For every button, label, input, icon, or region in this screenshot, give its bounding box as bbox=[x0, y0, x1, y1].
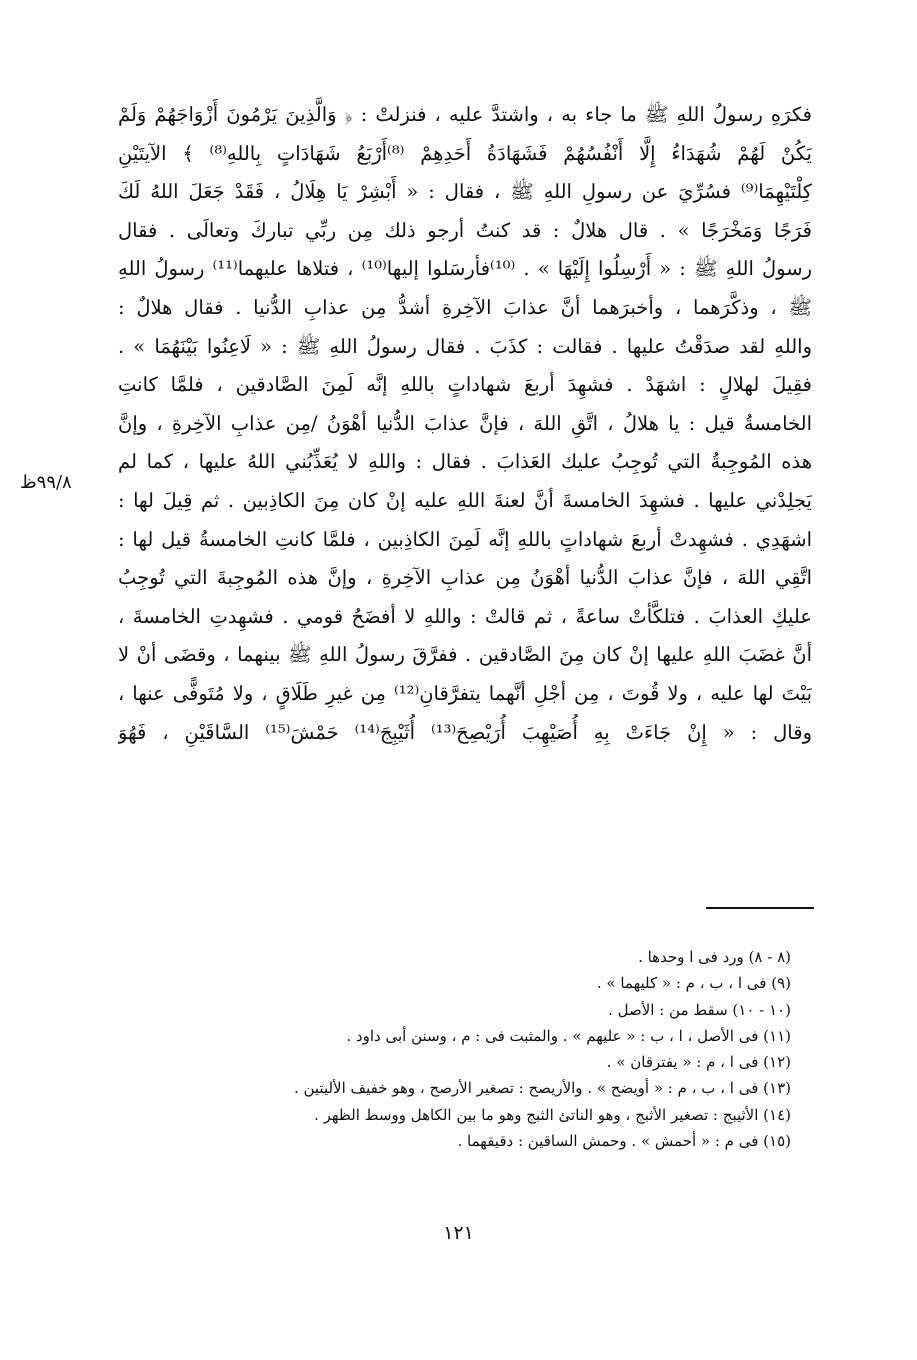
main-text-block bbox=[118, 96, 812, 752]
footnote: (١٠ - ١٠) سقط من : الأصل . bbox=[608, 1000, 791, 1019]
footnotes-block bbox=[171, 944, 791, 1154]
main-text-line: يَكُنْ لَهُمْ شُهَدَاءُ إِلَّا أَنْفُسُهُمْ فَشَهَادَةُ أَحَدِهِمْ ⁽⁸⁾أَرْبَعُ شَهَادَاتٍ بِاللهِ⁽⁸⁾ ﴾ الآيتَيْنِ bbox=[118, 141, 812, 165]
footnote: (٨ - ٨) ورد فى ا وحدها . bbox=[638, 948, 791, 966]
footnote: (١٥) فى م : « أحمش » . وحمش الساقين : دقيقهما . bbox=[457, 1132, 791, 1151]
main-text-line: فقِيلَ لهلالٍ : اشهَدْ . فشهِدَ أربعَ شهاداتٍ باللهِ إنَّه لَمِنَ الصَّادقين ، فلمَّا كانتِ bbox=[118, 373, 812, 397]
main-text-line: رسولُ اللهِ ﷺ : « أَرْسِلُوا إِلَيْهَا » . ⁽¹⁰⁾فأرسَلوا إليها⁽¹⁰⁾ ، فتلاها عليهما⁽¹¹⁾ رسولُ اللهِ bbox=[118, 257, 812, 281]
main-text-line: ﷺ ، وذكَّرَهما ، وأخبرَهما أنَّ عذابَ الآخِرةِ أشدُّ مِن عذابِ الدُّنيا . فقال هلالٌ : bbox=[118, 295, 812, 319]
main-text-line: اتَّقِي اللهَ ، فإنَّ عذابَ الدُّنيا أهْوَنُ مِن عذابِ الآخِرةِ ، وإنَّ هذه المُوجِبةَ التي تُوجِبُ bbox=[118, 566, 812, 590]
footnote: (١١) فى الأصل ، ا ، ب : « عليهم » . والمثبت فى : م ، وسنن أبى داود . bbox=[346, 1026, 791, 1045]
main-text-line: اشهَدِي . فشهِدتْ أربعَ شهاداتٍ باللهِ إنَّه لَمِنَ الكاذِبين ، فلمَّا كانتِ الخامسةُ قيل لها : bbox=[118, 527, 812, 551]
footnote: (١٢) فى ا ، م : « يفترقان » . bbox=[606, 1053, 791, 1072]
main-text-line: وقال : « إِنْ جَاءَتْ بِهِ أُصَيْهِبَ أُرَيْصِحَ⁽¹³⁾ أُثَيْبِجَ⁽¹⁴⁾ حَمْشَ⁽¹⁵⁾ السَّاقَيْنِ ، فَهُوَ bbox=[118, 720, 812, 744]
main-text-line: بَيْتَ لها عليه ، ولا قُوتَ ، مِن أجْلِ أنَّهما يتفرَّقانِ⁽¹²⁾ مِن غيرِ طَلَاقٍ ، ولا مُتَوفًّى عنها ، bbox=[118, 681, 812, 705]
main-text-line: فكرَهِ رسولُ اللهِ ﷺ ما جاء به ، واشتدَّ عليه ، فنزلتْ : ﴿ وَالَّذِينَ يَرْمُونَ أَزْوَاجَهُمْ وَلَمْ bbox=[118, 103, 812, 126]
footnote: (١٤) الأثيبج : تصغير الأثبج ، وهو الناتئ الثبج وهو ما بين الكاهل ووسط الظهر . bbox=[314, 1105, 791, 1124]
footnote: (٩) فى ا ، ب ، م : « كليهما » . bbox=[596, 974, 791, 993]
main-text-line: أنَّ غضَبَ اللهِ عليها إنْ كان مِنَ الصَّادقين . ففرَّقَ رسولُ اللهِ ﷺ بينهما ، وقضَى أنْ لا bbox=[118, 643, 812, 667]
main-text-line: فَرَجًا وَمَخْرَجًا » . قال هلالٌ : قد كنتُ أرجو ذلك مِن ربِّي تباركَ وتعالَى . فقال bbox=[118, 218, 812, 242]
main-text-line: واللهِ لقد صدَقْتُ عليها . فقالت : كذَبَ . فقال رسولُ اللهِ ﷺ : « لَاعِنُوا بَيْنَهُمَا » . bbox=[118, 334, 812, 358]
main-text-line: كِلْتَيْهِمَا⁽⁹⁾ فسُرِّيَ عن رسولِ اللهِ ﷺ ، فقال : « أَبْشِرْ يَا هِلَالُ ، فَقَدْ جَعَلَ اللهُ لَكَ bbox=[118, 180, 812, 204]
page-number: ١٢١ bbox=[443, 1222, 474, 1244]
manuscript-folio-marker: ٩٩/٨ظ bbox=[20, 472, 72, 493]
footnote-separator bbox=[706, 907, 814, 909]
main-text-line: عليكِ العذابَ . فتلكَّأتْ ساعةً ، ثم قالتْ : واللهِ لا أفضَحُ قومي . فشهِدتِ الخامسةَ ، bbox=[118, 604, 812, 628]
main-text-line: الخامسةُ قيل : يا هلالُ ، اتَّقِ اللهَ ، فإنَّ عذابَ الدُّنيا أهْوَنُ /مِن عذابِ الآخِرةِ ، وإنَّ bbox=[118, 411, 812, 435]
main-text-line: يَجلِدْني عليها . فشهِدَ الخامسةَ أنَّ لعنةَ اللهِ عليه إنْ كان مِنَ الكاذِبين . ثم قِيلَ لها : bbox=[118, 488, 812, 512]
main-text-line: هذه المُوجِبةُ التي تُوجِبُ عليك العَذابَ . فقال : واللهِ لا يُعَذِّبُني اللهُ عليها ، كما لم bbox=[118, 450, 812, 474]
footnote: (١٣) فى ا ، ب ، م : « أويضح » . والأريصح : تصغير الأرصح ، وهو خفيف الأليتين . bbox=[293, 1079, 791, 1098]
